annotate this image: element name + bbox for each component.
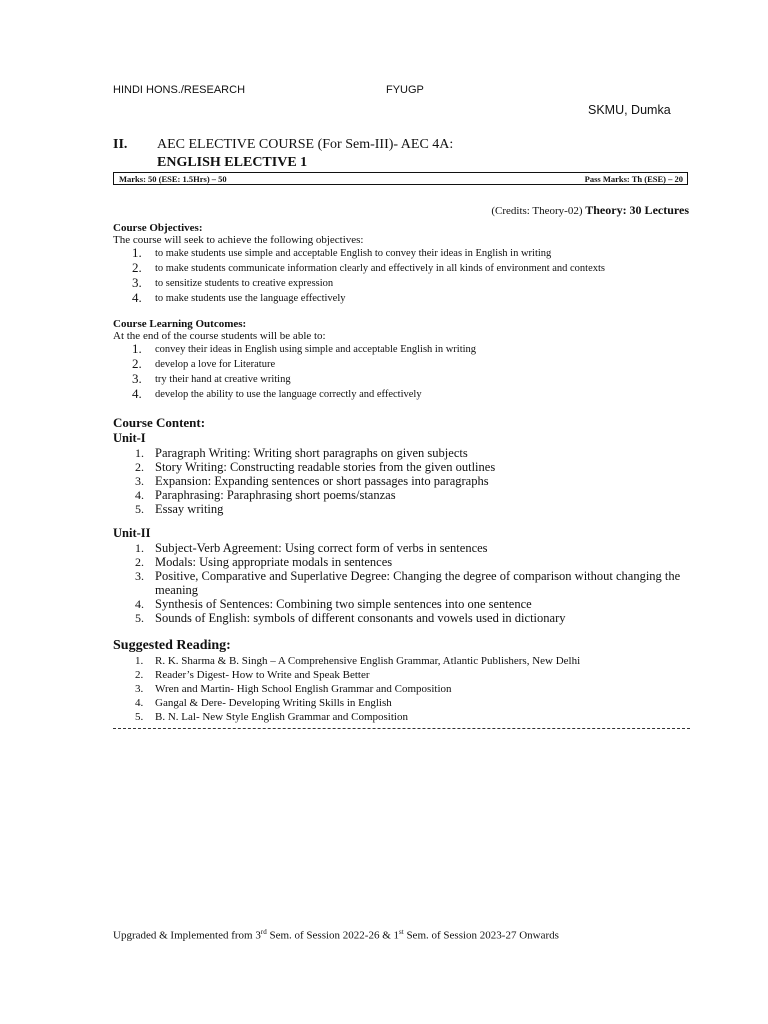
objectives-heading: Course Objectives:: [113, 222, 203, 234]
outcomes-heading: Course Learning Outcomes:: [113, 318, 247, 330]
list-item: 4. Synthesis of Sentences: Combining two simple sentences into one sentence: [135, 597, 532, 611]
objectives-section: [113, 222, 703, 306]
content-heading: Course Content:: [113, 415, 206, 430]
objectives-list: [113, 246, 703, 306]
unit1-heading: Unit-I: [113, 431, 146, 445]
list-item: 2. Story Writing: Constructing readable stories from the given outlines: [135, 460, 496, 474]
unit1-list: [113, 446, 703, 516]
dashed-divider: [113, 728, 690, 729]
list-item: 4. Gangal & Dere- Developing Writing Skills in English: [135, 697, 392, 709]
section-title: AEC ELECTIVE COURSE (For Sem-III)- AEC 4A:: [157, 137, 454, 152]
footer-text: Upgraded & Implemented from 3rd Sem. of Session 2022-26 & 1st Sem. of Session 2023-27 Onwards: [113, 928, 559, 942]
credits-prefix: (Credits: Theory-02): [491, 205, 583, 217]
section-number: II.: [113, 137, 128, 152]
list-item: 1. Paragraph Writing: Writing short paragraphs on given subjects: [135, 446, 468, 460]
header-center-text: FYUGP: [386, 84, 424, 96]
list-item: 5. Essay writing: [135, 502, 224, 516]
list-item: 3. Positive, Comparative and Superlative Degree: Changing the degree of comparison without changing the meaning: [135, 569, 681, 597]
list-item: 2. Reader’s Digest- How to Write and Speak Better: [135, 669, 370, 681]
reading-heading: Suggested Reading:: [113, 638, 231, 653]
list-item: 4. to make students use the language effectively: [132, 290, 346, 305]
reading-section: [113, 638, 703, 724]
list-item: 3. to sensitize students to creative expression: [132, 275, 334, 290]
content-section: [113, 415, 703, 625]
header-right-text: SKMU, Dumka: [588, 103, 671, 117]
credits-bold: Theory: 30 Lectures: [585, 203, 689, 217]
header-left-text: HINDI HONS./RESEARCH: [113, 84, 246, 96]
reading-list: [113, 654, 703, 724]
list-item: 5. Sounds of English: symbols of different consonants and vowels used in dictionary: [135, 611, 566, 625]
list-item: 2. develop a love for Literature: [132, 356, 276, 371]
marks-box: [113, 172, 688, 185]
marks-left: Marks: 50 (ESE: 1.5Hrs) – 50: [119, 174, 227, 184]
list-item: 2. to make students communicate information clearly and effectively in all kinds of environment and contexts: [132, 260, 606, 275]
unit2-list: [113, 541, 703, 625]
credits-line: [491, 203, 689, 218]
outcomes-intro: At the end of the course students will be able to:: [113, 330, 326, 342]
list-item: 5. B. N. Lal- New Style English Grammar and Composition: [135, 711, 408, 723]
list-item: 1. Subject-Verb Agreement: Using correct form of verbs in sentences: [135, 541, 488, 555]
list-item: 1. convey their ideas in English using simple and acceptable English in writing: [132, 341, 477, 356]
marks-right: Pass Marks: Th (ESE) – 20: [584, 174, 683, 184]
outcomes-section: [113, 318, 703, 402]
list-item: 3. Wren and Martin- High School English Grammar and Composition: [135, 683, 452, 695]
list-item: 3. try their hand at creative writing: [132, 371, 291, 386]
list-item: 4. develop the ability to use the language correctly and effectively: [132, 386, 422, 401]
list-item: 2. Modals: Using appropriate modals in sentences: [135, 555, 393, 569]
objectives-intro: The course will seek to achieve the following objectives:: [113, 234, 364, 246]
list-item: 1. to make students use simple and acceptable English to convey their ideas in English in writing: [132, 245, 552, 260]
unit2-heading: Unit-II: [113, 526, 151, 540]
section-subtitle: ENGLISH ELECTIVE 1: [157, 155, 308, 170]
list-item: 1. R. K. Sharma & B. Singh – A Comprehensive English Grammar, Atlantic Publishers, New Delhi: [135, 655, 581, 667]
list-item: 3. Expansion: Expanding sentences or short passages into paragraphs: [135, 474, 489, 488]
list-item: 4. Paraphrasing: Paraphrasing short poems/stanzas: [135, 488, 396, 502]
outcomes-list: [113, 342, 703, 402]
